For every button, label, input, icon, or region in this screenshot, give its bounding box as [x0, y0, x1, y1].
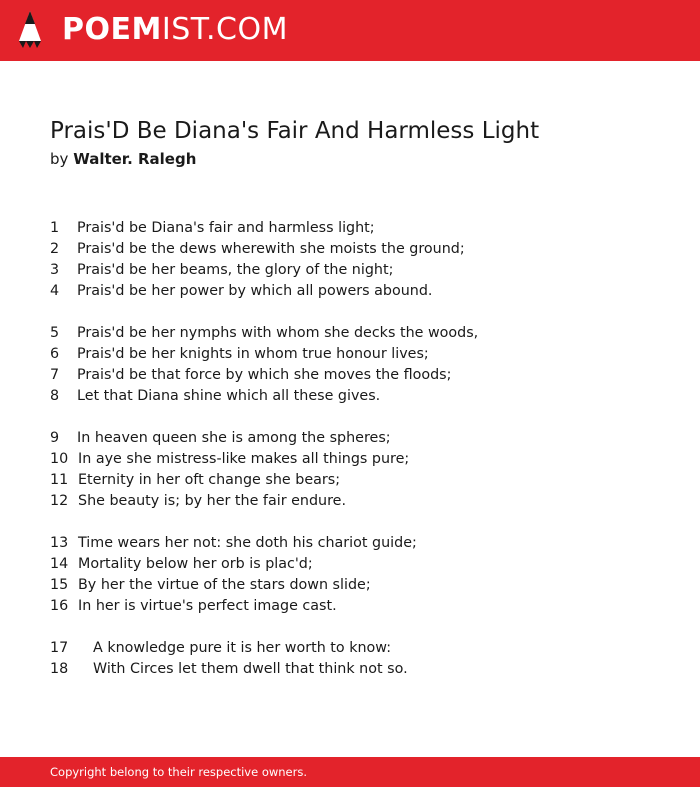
line-text: In aye she mistress-like makes all things pure;: [78, 451, 410, 467]
stanza-break: [50, 407, 670, 428]
poem-line: [50, 428, 670, 449]
line-text: Prais'd be her knights in whom true honour lives;: [77, 346, 429, 362]
poem-line: [50, 260, 670, 281]
line-text: Prais'd be Diana's fair and harmless light;: [77, 220, 375, 236]
stanza-break: [50, 302, 670, 323]
poem-line: [50, 323, 670, 344]
line-text: Prais'd be that force by which she moves the floods;: [77, 367, 452, 383]
line-number: 4: [50, 283, 60, 299]
poem-line: [50, 386, 670, 407]
poem-line: [50, 239, 670, 260]
line-text: Prais'd be the dews wherewith she moists the ground;: [77, 241, 465, 257]
line-text: Let that Diana shine which all these gives.: [77, 388, 381, 404]
author-name: Walter. Ralegh: [73, 150, 197, 168]
byline: [50, 148, 196, 170]
line-number: 15: [50, 577, 69, 593]
poem-line: [50, 281, 670, 302]
line-number: 14: [50, 556, 69, 572]
stanza-break: [50, 617, 670, 638]
line-number: 11: [50, 472, 69, 488]
poem-body: [50, 218, 670, 680]
line-text: By her the virtue of the stars down slide;: [78, 577, 371, 593]
line-number: 3: [50, 262, 60, 278]
poem-line: [50, 449, 670, 470]
poem-title: Prais'D Be Diana's Fair And Harmless Light: [50, 118, 540, 144]
line-number: 18: [50, 661, 69, 677]
poem-line: [50, 533, 670, 554]
line-text: She beauty is; by her the fair endure.: [78, 493, 347, 509]
line-text: Mortality below her orb is plac'd;: [78, 556, 313, 572]
copyright-notice: Copyright belong to their respective owners.: [50, 765, 308, 779]
poem-line: [50, 218, 670, 239]
poem-line: [50, 554, 670, 575]
line-text: A knowledge pure it is her worth to know:: [93, 640, 392, 656]
logo-bold-text: POEM: [62, 12, 162, 47]
poem-line: [50, 470, 670, 491]
line-text: Prais'd be her power by which all powers abound.: [77, 283, 433, 299]
line-number: 12: [50, 493, 69, 509]
poem-line: [50, 596, 670, 617]
line-number: 17: [50, 640, 69, 656]
poem-line: [50, 659, 670, 680]
pencil-tip-icon[interactable]: [18, 10, 42, 50]
line-number: 7: [50, 367, 60, 383]
line-number: 6: [50, 346, 60, 362]
by-label: by: [50, 150, 69, 168]
site-footer: [0, 757, 700, 787]
line-number: 2: [50, 241, 60, 257]
line-text: Time wears her not: she doth his chariot guide;: [78, 535, 417, 551]
poem-line: [50, 344, 670, 365]
line-number: 13: [50, 535, 69, 551]
poem-line: [50, 491, 670, 512]
line-text: Prais'd be her beams, the glory of the night;: [77, 262, 394, 278]
poem-line: [50, 365, 670, 386]
line-text: In her is virtue's perfect image cast.: [78, 598, 337, 614]
line-text: In heaven queen she is among the spheres;: [77, 430, 391, 446]
line-number: 10: [50, 451, 69, 467]
poem-line: [50, 638, 670, 659]
logo-light-text: IST.COM: [161, 12, 288, 47]
site-logo[interactable]: [62, 12, 288, 48]
line-number: 1: [50, 220, 60, 236]
line-number: 16: [50, 598, 69, 614]
line-text: Eternity in her oft change she bears;: [78, 472, 341, 488]
site-header: [0, 0, 700, 61]
line-number: 9: [50, 430, 60, 446]
poem-line: [50, 575, 670, 596]
line-number: 5: [50, 325, 60, 341]
line-number: 8: [50, 388, 60, 404]
stanza-break: [50, 512, 670, 533]
line-text: With Circes let them dwell that think not so.: [93, 661, 408, 677]
line-text: Prais'd be her nymphs with whom she decks the woods,: [77, 325, 479, 341]
